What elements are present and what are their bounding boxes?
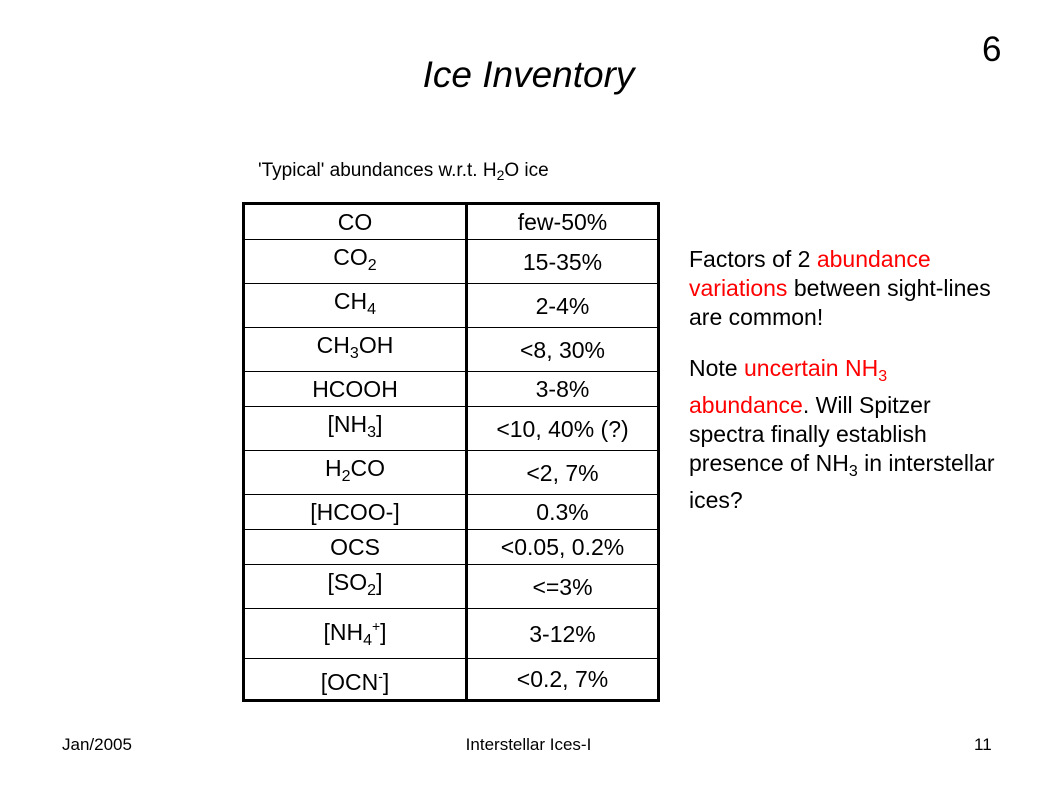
- molecule-cell: [244, 240, 467, 284]
- abundance-cell: <8, 30%: [467, 328, 659, 372]
- molecule-name: HCOOH: [312, 376, 398, 402]
- table-row: [244, 609, 659, 659]
- table-row: [244, 565, 659, 609]
- molecule-cell: [244, 328, 467, 372]
- molecule-subscript: 4: [363, 632, 372, 649]
- note-highlight: abundance variations: [689, 246, 931, 301]
- abundance-cell: 0.3%: [467, 495, 659, 530]
- table-row: [244, 407, 659, 451]
- table-row: [244, 451, 659, 495]
- molecule-name: CO: [333, 244, 368, 270]
- molecule-name: H: [324, 455, 342, 481]
- molecule-name: [NH: [327, 411, 368, 437]
- abundance-cell: <=3%: [467, 565, 659, 609]
- molecule-cell: [244, 451, 467, 495]
- note-text: Note: [689, 355, 744, 381]
- table-row: [244, 284, 659, 328]
- molecule-name: OCS: [330, 534, 380, 560]
- molecule-cell: [244, 407, 467, 451]
- abundance-cell: <0.2, 7%: [467, 659, 659, 701]
- table-row: [244, 204, 659, 240]
- table-caption: [258, 160, 549, 183]
- molecule-cell: [244, 530, 467, 565]
- table-row: [244, 372, 659, 407]
- molecule-cell: [244, 204, 467, 240]
- molecule-subscript: 2: [367, 257, 377, 274]
- abundance-cell: <0.05, 0.2%: [467, 530, 659, 565]
- molecule-subscript: 3: [349, 345, 359, 362]
- molecule-superscript: -: [378, 668, 383, 684]
- molecule-name: CH: [333, 288, 368, 314]
- note-text: between sight-lines are common!: [689, 275, 991, 330]
- molecule-name-suffix: ]: [376, 411, 383, 437]
- abundance-table: [242, 202, 660, 702]
- abundance-cell: 15-35%: [467, 240, 659, 284]
- table-row: [244, 659, 659, 701]
- caption-text: 'Typical' abundances w.r.t. H: [258, 160, 497, 181]
- molecule-cell: [244, 284, 467, 328]
- caption-subscript: 2: [496, 167, 505, 183]
- molecule-name-suffix: ]: [376, 569, 383, 595]
- note-text: . Will Spitzer spectra finally establish presence of NH: [689, 392, 931, 476]
- molecule-subscript: 2: [367, 582, 377, 599]
- slide-title: Ice Inventory: [422, 54, 635, 95]
- abundance-cell: 3-8%: [467, 372, 659, 407]
- table-row: [244, 328, 659, 372]
- molecule-cell: [244, 659, 467, 701]
- molecule-cell: [244, 609, 467, 659]
- molecule-cell: [244, 372, 467, 407]
- molecule-name: CH: [316, 332, 350, 358]
- molecule-name: [HCOO-]: [310, 499, 400, 525]
- molecule-name-suffix: ]: [382, 669, 390, 695]
- molecule-name: CO: [337, 209, 373, 235]
- note-nh3: [689, 354, 1009, 515]
- note-text: in interstellar ices?: [689, 450, 995, 513]
- table-row: [244, 530, 659, 565]
- note-text: Factors of 2: [689, 246, 817, 272]
- molecule-subscript: 3: [367, 424, 377, 441]
- note-highlight-text: uncertain NH: [743, 355, 879, 381]
- abundance-cell: 3-12%: [467, 609, 659, 659]
- notes: [689, 245, 1009, 537]
- molecule-name: [NH: [323, 619, 364, 645]
- molecule-cell: [244, 565, 467, 609]
- molecule-cell: [244, 495, 467, 530]
- abundance-cell: <2, 7%: [467, 451, 659, 495]
- molecule-subscript: 2: [341, 468, 351, 485]
- slide-number: 6: [982, 30, 1002, 69]
- caption-text-end: O ice: [504, 160, 549, 181]
- molecule-name-suffix: OH: [358, 332, 394, 358]
- abundance-cell: 2-4%: [467, 284, 659, 328]
- footer-title: Interstellar Ices-I: [465, 735, 592, 754]
- molecule-subscript: 4: [367, 301, 377, 318]
- molecule-name: [OCN: [320, 669, 379, 695]
- table-row: [244, 495, 659, 530]
- note-factors: [689, 245, 1009, 332]
- abundance-cell: few-50%: [467, 204, 659, 240]
- footer-page-number: 11: [974, 735, 992, 754]
- note-subscript: 3: [878, 368, 888, 385]
- molecule-name: [SO: [327, 569, 368, 595]
- abundance-cell: <10, 40% (?): [467, 407, 659, 451]
- molecule-name-suffix: CO: [350, 455, 386, 481]
- footer-date: Jan/2005: [62, 735, 132, 754]
- note-subscript: 3: [848, 463, 858, 480]
- molecule-name-suffix: ]: [380, 619, 387, 645]
- note-highlight-text: abundance: [689, 392, 803, 418]
- molecule-superscript: +: [371, 618, 381, 634]
- table-row: [244, 240, 659, 284]
